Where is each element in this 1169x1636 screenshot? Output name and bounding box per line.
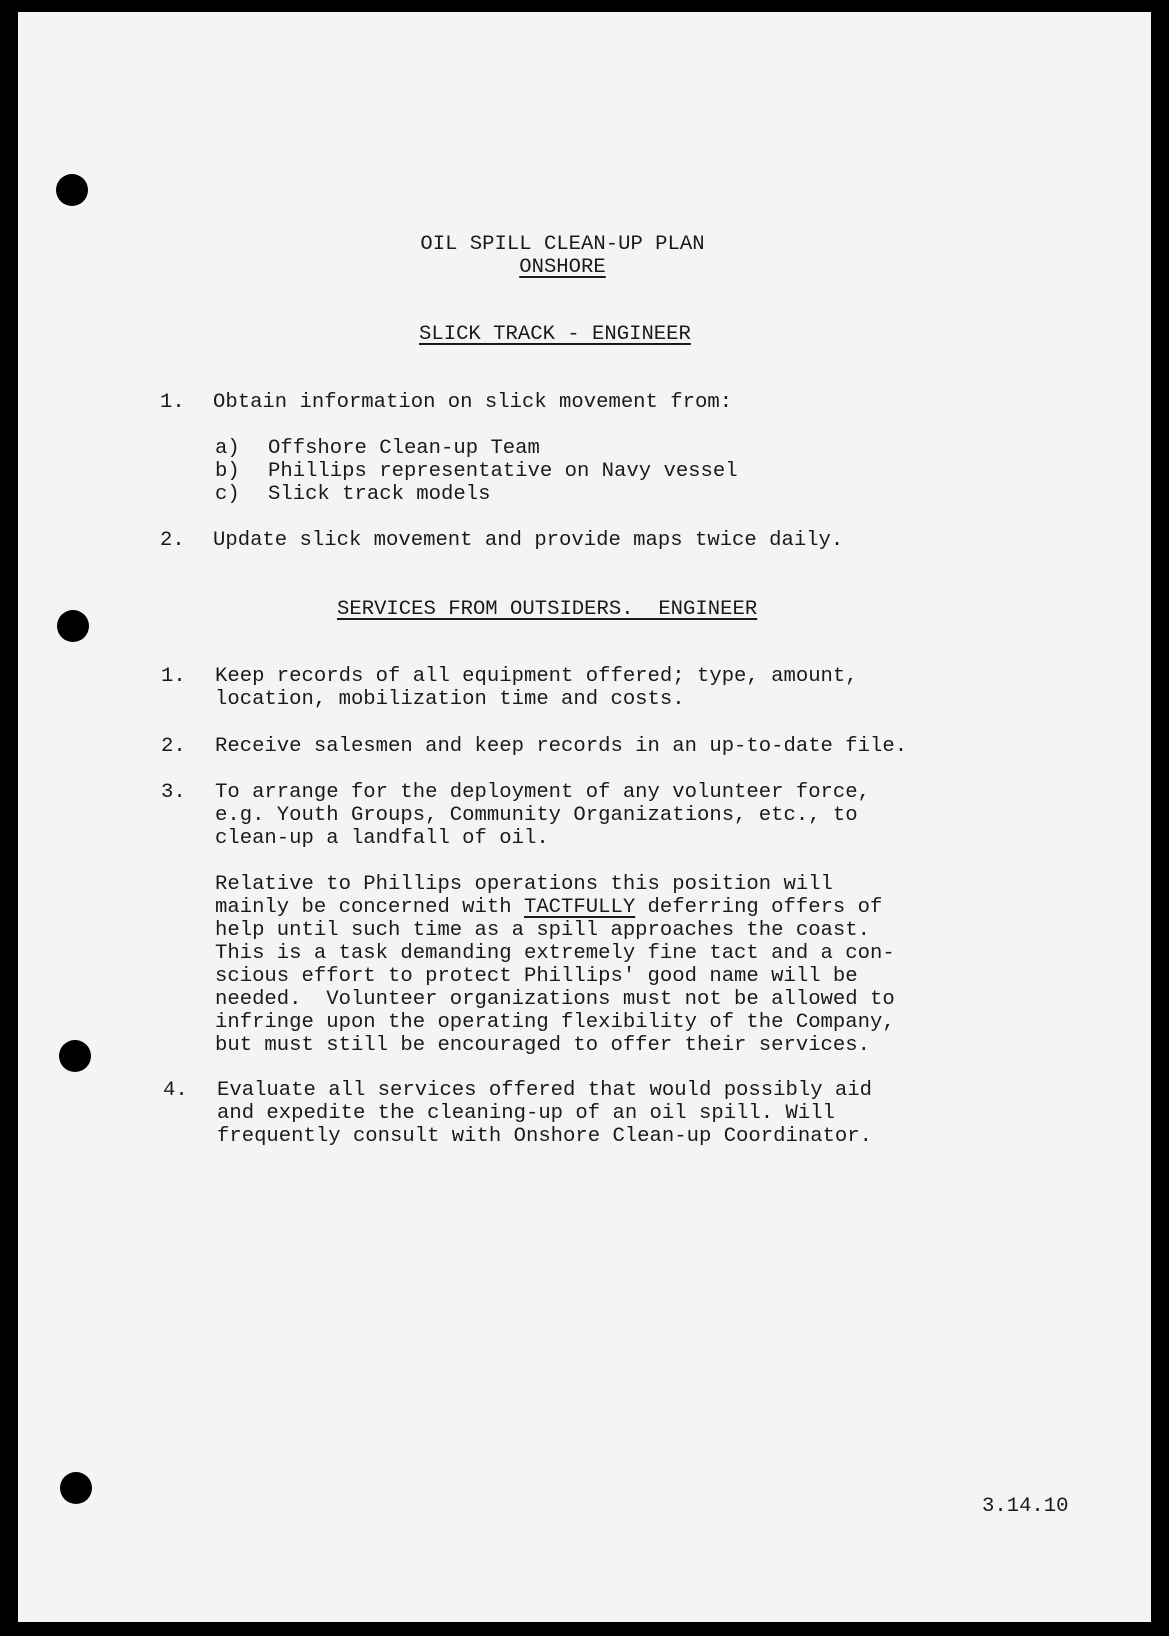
paragraph-line: infringe upon the operating flexibility of the Company, [215,1011,895,1034]
paragraph-line: but must still be encouraged to offer their services. [215,1034,870,1057]
page-number: 3.14.10 [982,1495,1069,1518]
sub-item-label: b) [215,460,240,483]
list-item-text: Receive salesmen and keep records in an up-to-date file. [215,735,908,758]
paragraph-line: scious effort to protect Phillips' good name will be [215,965,858,988]
list-item-text: Keep records of all equipment offered; type, amount, [215,665,858,688]
subtitle-text: ONSHORE [519,256,606,279]
list-number: 2. [160,529,185,552]
list-item-text: Update slick movement and provide maps twice daily. [213,529,844,552]
list-number: 3. [161,781,186,804]
paragraph-line [215,897,882,920]
section-heading-services [337,599,757,622]
sub-item-text: Phillips representative on Navy vessel [268,460,738,483]
list-item-text: Evaluate all services offered that would possibly aid [217,1079,872,1102]
paragraph-text: mainly be concerned with [215,896,524,919]
list-item-text: and expedite the cleaning-up of an oil spill. Will [217,1102,835,1125]
list-item-text: frequently consult with Onshore Clean-up Coordinator. [217,1125,872,1148]
list-number: 1. [161,665,186,688]
section-heading-slick-track [419,324,691,347]
section-heading-text: SERVICES FROM OUTSIDERS. ENGINEER [337,598,758,621]
paragraph-line: Relative to Phillips operations this position will [215,873,833,896]
sub-item-label: c) [215,483,240,506]
document-subtitle [360,257,765,280]
paragraph-line: This is a task demanding extremely fine tact and a con- [215,942,895,965]
list-number: 4. [163,1079,188,1102]
section-heading-text: SLICK TRACK - ENGINEER [419,323,691,346]
list-item-text: location, mobilization time and costs. [215,688,685,711]
punch-hole-1 [56,174,88,206]
punch-hole-4 [60,1472,92,1504]
paragraph-line: help until such time as a spill approaches the coast. [215,919,870,942]
list-number: 1. [160,391,185,414]
paragraph-line: needed. Volunteer organizations must not be allowed to [215,988,895,1011]
list-number: 2. [161,735,186,758]
document-title: OIL SPILL CLEAN-UP PLAN [420,233,705,256]
list-item-text: clean-up a landfall of oil. [215,827,549,850]
paragraph-text: deferring offers of [635,896,883,919]
sub-item-label: a) [215,437,240,460]
emphasis-text: TACTFULLY [523,896,636,919]
list-item-text: Obtain information on slick movement from: [213,391,733,414]
punch-hole-3 [59,1040,91,1072]
list-item-text: To arrange for the deployment of any volunteer force, [215,781,870,804]
sub-item-text: Offshore Clean-up Team [268,437,540,460]
punch-hole-2 [57,610,89,642]
list-item-text: e.g. Youth Groups, Community Organizations, etc., to [215,804,858,827]
sub-item-text: Slick track models [268,483,491,506]
